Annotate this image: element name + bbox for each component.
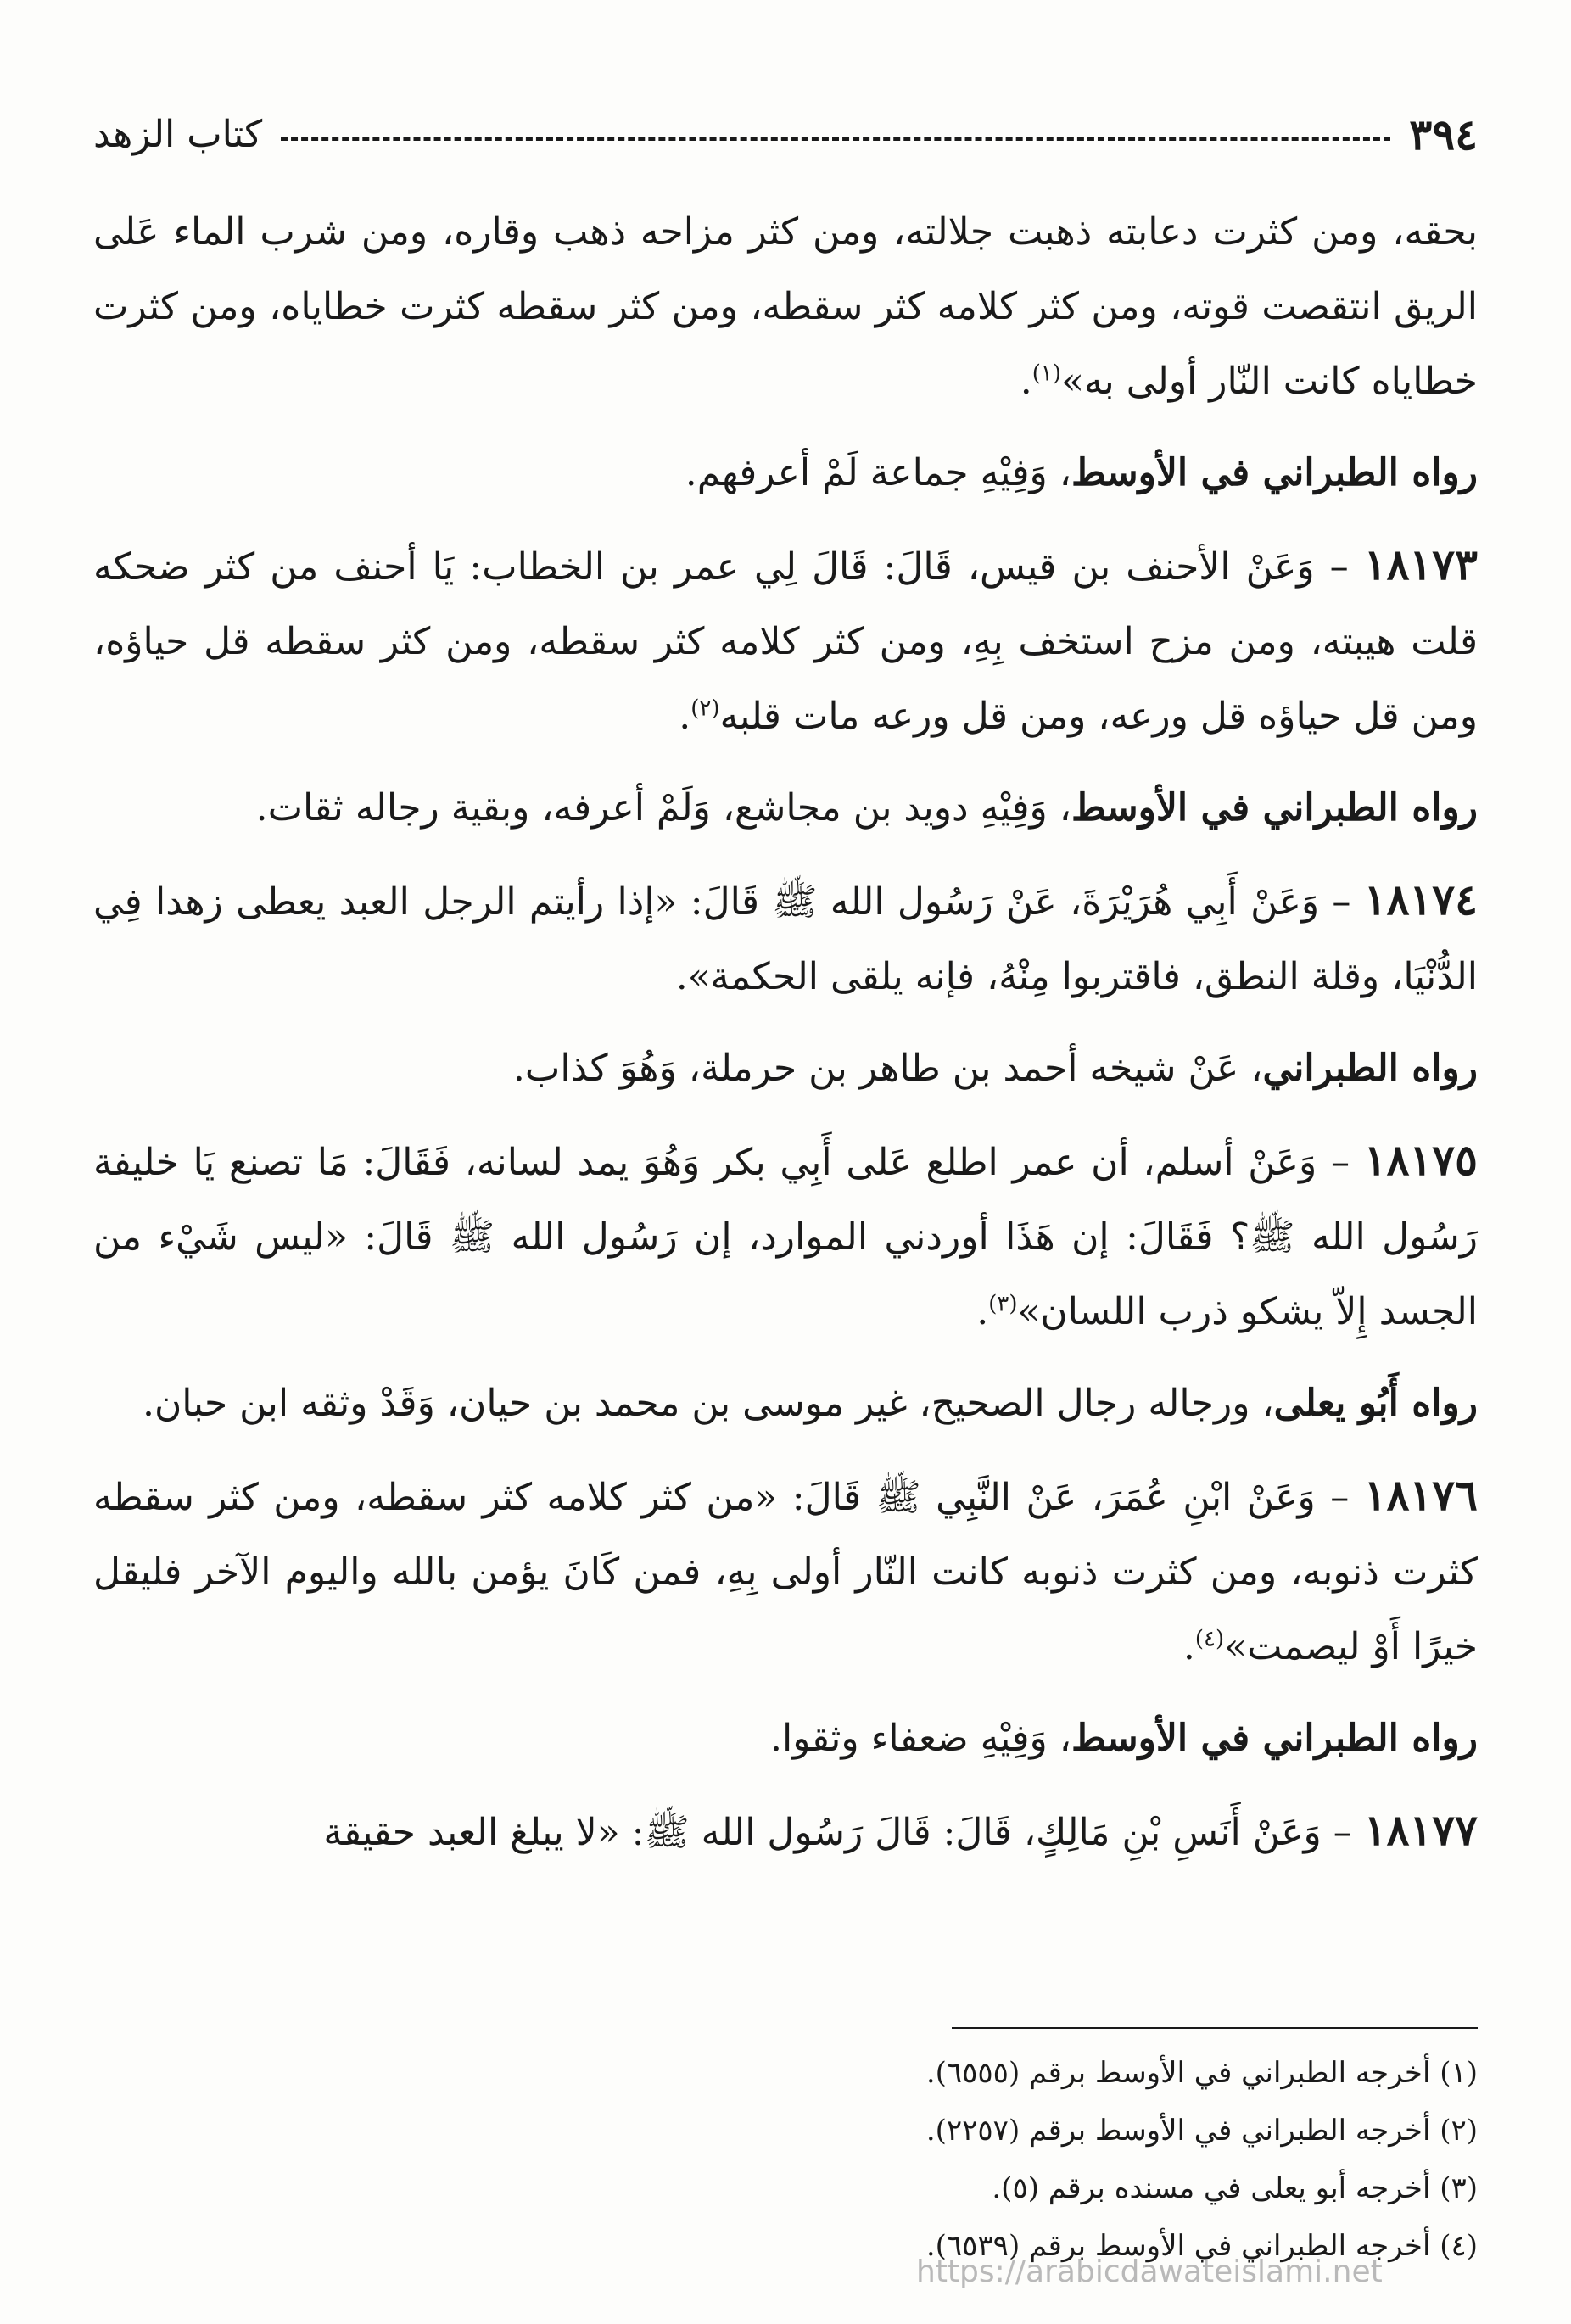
hadith-number: ١٨١٧٦: [1363, 1470, 1478, 1520]
hadith-end: .: [1182, 1625, 1195, 1668]
grading-text: ، وَفِيْهِ جماعة لَمْ أعرفهم.: [685, 451, 1071, 494]
hadith-text: – وَعَنْ الأحنف بن قيس، قَالَ: قَالَ لِي عمر بن الخطاب: يَا أحنف من كثر ضحكه قلت هيبته، ومن مزح استخف بِهِ، ومن كثر كلامه كثر سقطه، ومن كثر سقطه قل حياؤه، ومن قل حياؤه قل ورعه، ومن قل ورعه مات قلبه: [93, 545, 1478, 738]
main-text: [93, 195, 1478, 1870]
narrator-source: رواه الطبراني في الأوسط: [1071, 451, 1478, 494]
footnote-ref: (٣): [988, 1291, 1018, 1317]
paragraph-text: بحقه، ومن كثرت دعابته ذهبت جلالته، ومن كثر مزاحه ذهب وقاره، ومن شرب الماء عَلى الريق انتقصت قوته، ومن كثر كلامه كثر سقطه، ومن كثر سقطه كثرت خطاياه، ومن كثرت خطاياه كانت النّار أولى به»: [93, 210, 1478, 403]
hadith-number: ١٨١٧٤: [1363, 874, 1478, 925]
narrator-source: رواه الطبراني: [1262, 1047, 1478, 1090]
grading-note: [93, 771, 1478, 846]
hadith-text: – وَعَنْ أسلم، أن عمر اطلع عَلى أَبِي بكر وَهُوَ يمد لسانه، فَقَالَ: مَا تصنع يَا خليفة رَسُول الله ﷺ؟ فَقَالَ: إن هَذَا أوردني الموارد، إن رَسُول الله ﷺ قَالَ: «ليس شَيْء من الجسد إِلاّ يشكو ذرب اللسان»: [93, 1141, 1478, 1333]
hadith-text: – وَعَنْ أَنَسِ بْنِ مَالِكٍ، قَالَ: قَالَ رَسُول الله ﷺ: «لا يبلغ العبد حقيقة: [323, 1811, 1364, 1854]
watermark-url: https://arabicdawateislami.net: [916, 2254, 1383, 2289]
hadith-18176: [93, 1458, 1478, 1684]
hadith-text: – وَعَنْ أَبِي هُرَيْرَةَ، عَنْ رَسُول الله ﷺ قَالَ: «إذا رأيتم الرجل العبد يعطى زهدا فِي الدُّنْيَا، وقلة النطق، فاقتربوا مِنْهُ، فإنه يلقى الحكمة».: [93, 880, 1478, 998]
grading-text: ، ورجاله رجال الصحيح، غير موسى بن محمد بن حيان، وَقَدْ وثقه ابن حبان.: [143, 1382, 1274, 1425]
running-header: [93, 100, 1478, 168]
paragraph-continuation: [93, 195, 1478, 419]
paragraph-end: .: [1020, 360, 1032, 403]
footnote-1: (١) أخرجه الطبراني في الأوسط برقم (٦٥٥٥).: [925, 2056, 1478, 2090]
footnote-4: (٤) أخرجه الطبراني في الأوسط برقم (٦٥٣٩).: [925, 2229, 1478, 2263]
hadith-number: ١٨١٧٧: [1363, 1805, 1478, 1855]
hadith-18177: [93, 1793, 1478, 1870]
footnote-2: (٢) أخرجه الطبراني في الأوسط برقم (٢٢٥٧).: [925, 2114, 1478, 2148]
footnote-3: (٣) أخرجه أبو يعلى في مسنده برقم (٥).: [992, 2171, 1478, 2205]
footnote-ref: (٤): [1194, 1626, 1225, 1652]
page-number: ٣٩٤: [1409, 109, 1478, 159]
hadith-end: .: [679, 695, 691, 738]
grading-note: [93, 1366, 1478, 1441]
grading-text: ، عَنْ شيخه أحمد بن طاهر بن حرملة، وَهُوَ كذاب.: [512, 1047, 1263, 1090]
header-divider: [281, 137, 1390, 141]
footnote-ref: (٢): [690, 696, 720, 722]
hadith-number: ١٨١٧٥: [1363, 1135, 1478, 1185]
hadith-number: ١٨١٧٣: [1363, 539, 1478, 589]
footnote-divider: [952, 2027, 1478, 2029]
grading-text: ، وَفِيْهِ ضعفاء وثقوا.: [769, 1717, 1071, 1760]
hadith-text: – وَعَنْ ابْنِ عُمَرَ، عَنْ النَّبِي ﷺ قَالَ: «من كثر كلامه كثر سقطه، ومن كثر سقطه كثرت ذنوبه، ومن كثرت ذنوبه كانت النّار أولى بِهِ، فمن كَانَ يؤمن بالله واليوم الآخر فليقل خيرًا أَوْ ليصمت»: [93, 1476, 1478, 1668]
grading-note: [93, 1701, 1478, 1776]
hadith-18173: [93, 528, 1478, 754]
grading-note: [93, 1031, 1478, 1106]
book-title: كتاب الزهد: [93, 112, 263, 156]
hadith-18175: [93, 1123, 1478, 1349]
hadith-18174: [93, 863, 1478, 1014]
grading-note: [93, 436, 1478, 511]
hadith-end: .: [976, 1290, 989, 1333]
narrator-source: رواه الطبراني في الأوسط: [1071, 1717, 1478, 1760]
narrator-source: رواه الطبراني في الأوسط: [1071, 786, 1478, 830]
narrator-source: رواه أَبُو يعلى: [1273, 1382, 1478, 1425]
footnotes: [93, 2044, 1478, 2275]
grading-text: ، وَفِيْهِ دويد بن مجاشع، وَلَمْ أعرفه، وبقية رجاله ثقات.: [255, 786, 1071, 830]
footnote-ref: (١): [1031, 360, 1061, 387]
